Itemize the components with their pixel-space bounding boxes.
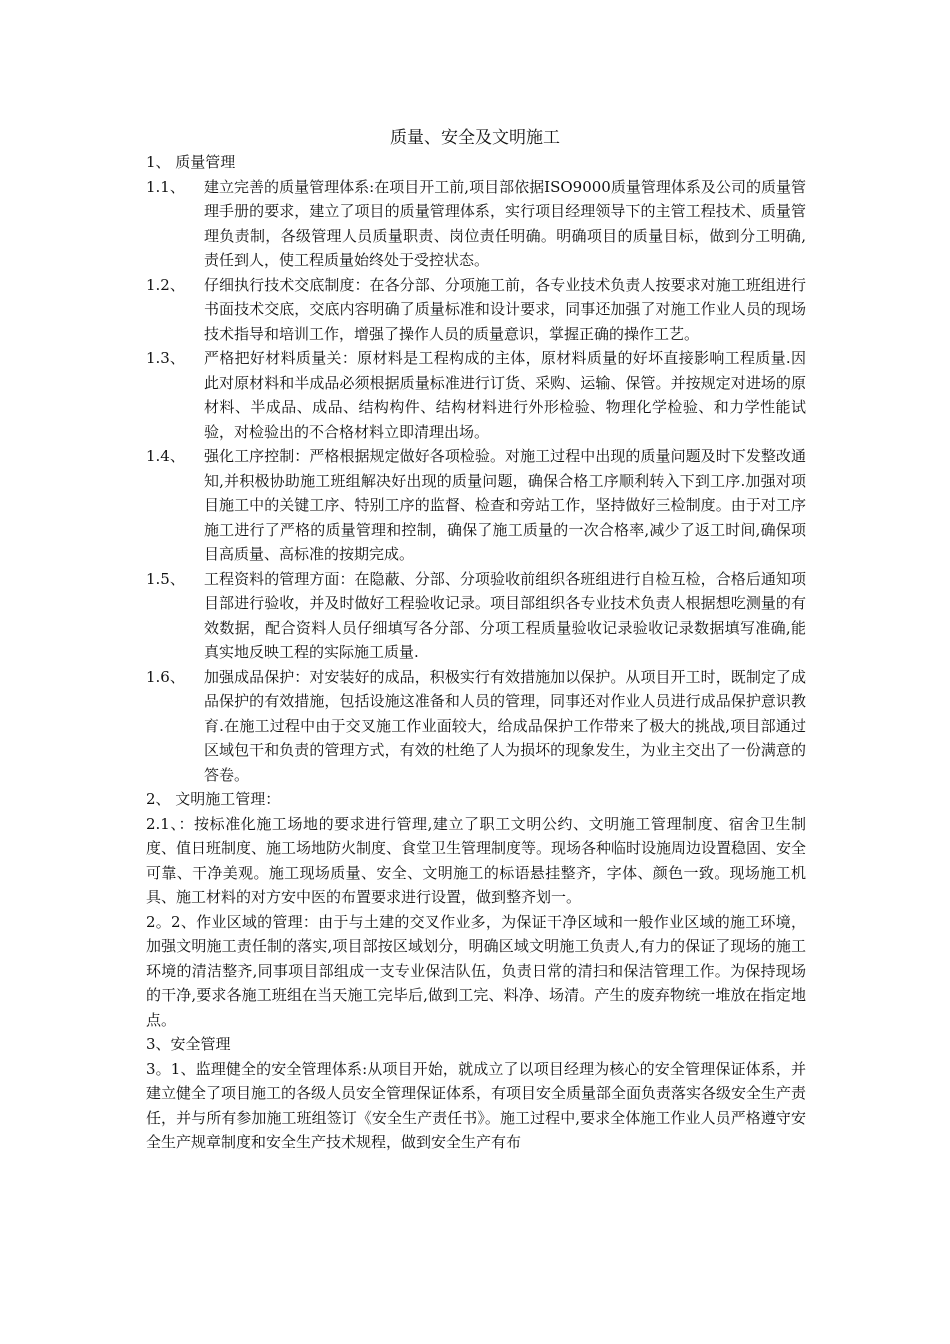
item-text: 工程资料的管理方面：在隐蔽、分部、分项验收前组织各班组进行自检互检，合格后通知项目部进行验收，并及时做好工程验收记录。项目部组织各专业技术负责人根据想吃测量的有效数据，配合资料人员仔细填写各分部、分项工程质量验收记录验收记录数据填写准确,能真实地反映工程的实际施工质量.: [204, 569, 806, 661]
item-number: 1.2、: [146, 275, 185, 294]
list-item: [146, 175, 806, 273]
paragraph: 3。1、监理健全的安全管理体系:从项目开始，就成立了以项目经理为核心的安全管理保证体系，并建立健全了项目施工的各级人员安全管理保证体系，有项目安全质量部全面负责落实各级安全生产责任，并与所有参加施工班组签订《安全生产责任书》。施工过程中,要求全体施工作业人员严格遵守安全生产规章制度和安全生产技术规程，做到安全生产有布: [146, 1059, 807, 1151]
paragraph: 2.1、：按标准化施工场地的要求进行管理,建立了职工文明公约、文明施工管理制度、宿舍卫生制度、值日班制度、施工场地防火制度、食堂卫生管理制度等。现场各种临时设施周边设置稳固、安全可靠、干净美观。施工现场质量、安全、文明施工的标语悬挂整齐，字体、颜色一致。现场施工机具、施工材料的对方安中医的布置要求进行设置，做到整齐划一。: [146, 814, 807, 906]
item-number: 1.5、: [146, 569, 185, 588]
item-number: 1.1、: [146, 177, 185, 196]
item-text: 强化工序控制：严格根据规定做好各项检验。对施工过程中出现的质量问题及时下发整改通知,并积极协助施工班组解决好出现的质量问题，确保合格工序顺利转入下到工序.加强对项目施工中的关键工序、特别工序的监督、检查和旁站工作，坚持做好三检制度。由于对工序施工进行了严格的质量管理和控制，确保了施工质量的一次合格率,减少了返工时间,确保项目高质量、高标准的按期完成。: [204, 447, 806, 563]
list-item: [146, 273, 806, 347]
item-text: 仔细执行技术交底制度：在各分部、分项施工前，各专业技术负责人按要求对施工班组进行书面技术交底，交底内容明确了质量标准和设计要求，同事还加强了对施工作业人员的现场技术指导和培训工作，增强了操作人员的质量意识，掌握正确的操作工艺。: [204, 275, 806, 343]
list-item: [146, 444, 806, 567]
section-heading-civilized-construction: 2、 文明施工管理：: [146, 790, 281, 808]
section-heading-quality: 1、 质量管理: [146, 153, 236, 171]
item-number: 1.6、: [146, 667, 185, 686]
section-heading-safety: 3、安全管理: [146, 1035, 231, 1053]
document-body: [146, 150, 806, 1155]
item-text: 建立完善的质量管理体系:在项目开工前,项目部依据ISO9000质量管理体系及公司的质量管理手册的要求，建立了项目的质量管理体系，实行项目经理领导下的主管工程技术、质量管理负责制，各级管理人员质量职责、岗位责任明确。明确项目的质量目标，做到分工明确,责任到人，使工程质量始终处于受控状态。: [204, 177, 806, 269]
item-text: 严格把好材料质量关：原材料是工程构成的主体，原材料质量的好坏直接影响工程质量.因此对原材料和半成品必须根据质量标准进行订货、采购、运输、保管。并按规定对进场的原材料、半成品、成品、结构构件、结构材料进行外形检验、物理化学检验、和力学性能试验，对检验出的不合格材料立即清理出场。: [204, 349, 806, 441]
item-text: 加强成品保护：对安装好的成品，积极实行有效措施加以保护。从项目开工时，既制定了成品保护的有效措施，包括设施这准备和人员的管理，同事还对作业人员进行成品保护意识教育.在施工过程中由于交叉施工作业面较大，给成品保护工作带来了极大的挑战,项目部通过区域包干和负责的管理方式，有效的杜绝了人为损坏的现象发生，为业主交出了一份满意的答卷。: [204, 667, 806, 784]
list-item: [146, 665, 806, 788]
item-number: 1.4、: [146, 447, 185, 465]
item-number: 1.3、: [146, 349, 185, 367]
document-title: 质量、安全及文明施工: [390, 128, 560, 148]
list-item: [146, 346, 806, 444]
paragraph: 2。2、作业区域的管理：由于与土建的交叉作业多，为保证干净区域和一般作业区域的施工环境，加强文明施工责任制的落实,项目部按区域划分，明确区域文明施工负责人,有力的保证了现场的施工环境的清洁整齐,同事项目部组成一支专业保洁队伍，负责日常的清扫和保洁管理工作。为保持现场的干净,要求各施工班组在当天施工完毕后,做到工完、料净、场清。产生的废弃物统一堆放在指定地点。: [146, 912, 806, 1029]
list-item: [146, 567, 806, 665]
